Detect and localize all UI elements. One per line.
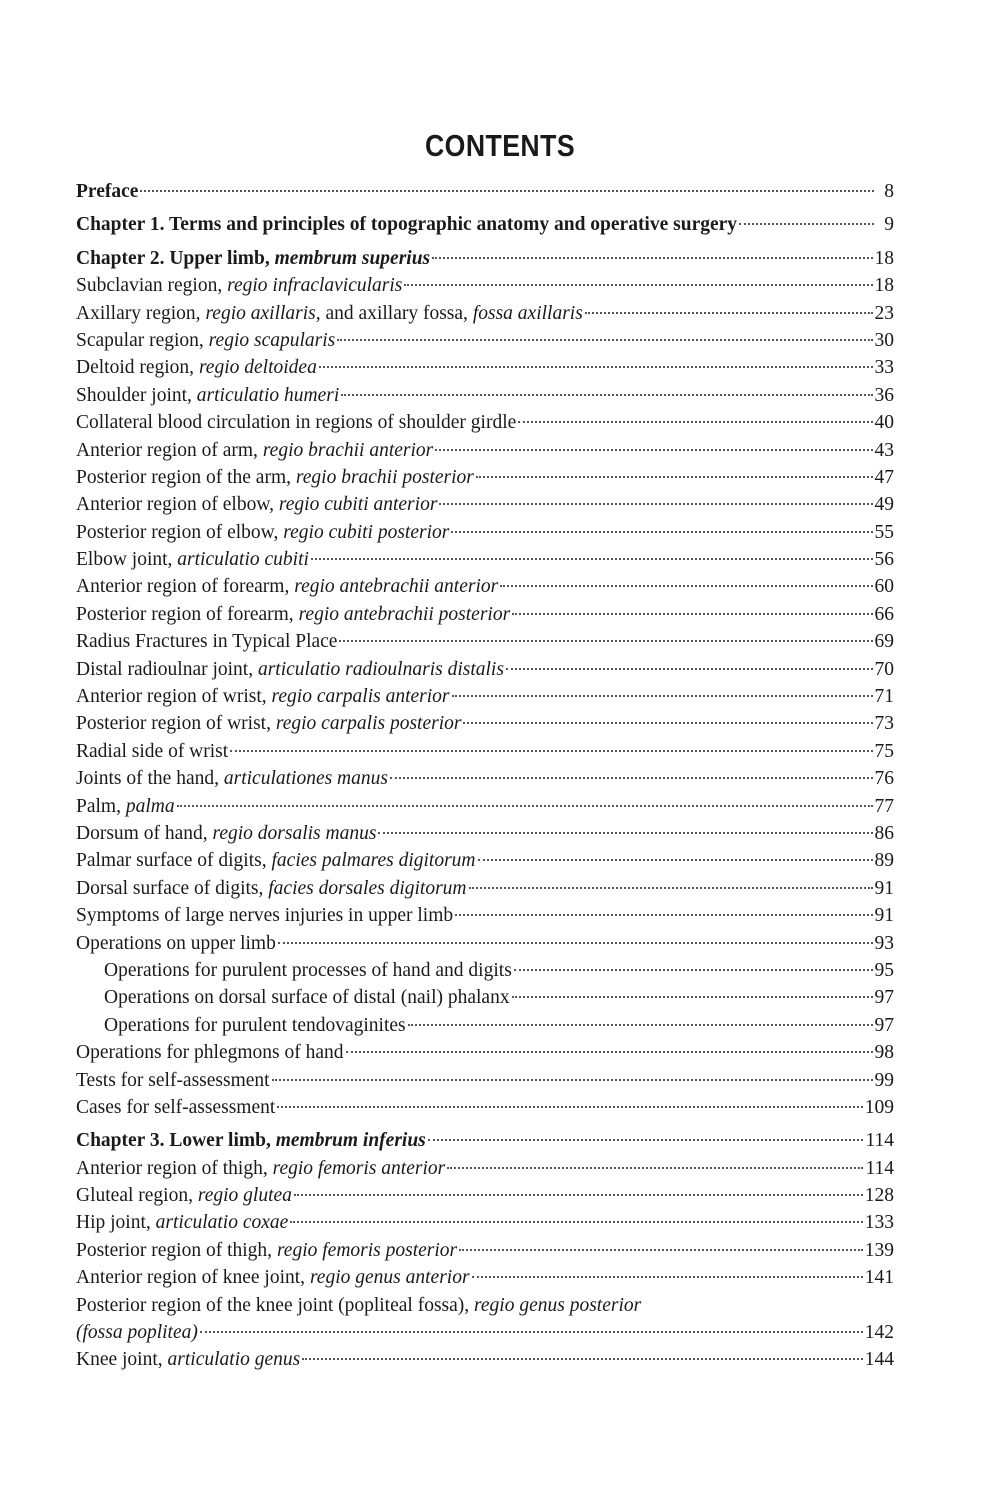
entry-text: Posterior region of thigh, [76,1239,277,1261]
entry-text: Subclavian region, [76,275,228,297]
entry-label [76,1319,198,1346]
latin-term: regio cubiti posterior [283,521,450,543]
toc-entry[interactable] [76,491,894,518]
latin-term: regio axillaris, [205,302,321,324]
page-title: CONTENTS [424,128,576,163]
toc-chapter-entry[interactable] [76,245,894,272]
page-number: 141 [864,1267,894,1289]
entry-text: Palmar surface of digits, [76,850,272,872]
dot-leader [404,284,872,286]
page-number: 71 [874,686,894,708]
toc-entry[interactable] [76,820,894,847]
entry-label [76,793,175,820]
toc-entry[interactable] [76,1346,894,1373]
entry-text: Posterior region of elbow, [76,521,284,543]
latin-term: articulationes manus [223,768,388,790]
latin-term: palma [125,795,175,817]
page-number: 33 [874,357,894,379]
entry-text: Dorsal surface of digits, [76,877,269,899]
toc-chapter-entry[interactable] [76,1127,894,1154]
entry-text: Deltoid region, [76,357,199,379]
entry-text: Dorsum of hand, [76,822,213,844]
page-number: 69 [874,631,894,653]
toc-entry[interactable] [76,354,894,381]
table-of-contents [76,178,894,1374]
dot-leader [463,722,872,724]
entry-label [76,1346,300,1373]
dot-leader [140,190,874,192]
entry-label [76,847,476,874]
latin-term: regio infraclavicularis [227,275,403,297]
page-number: 36 [874,384,894,406]
page-number: 91 [874,877,894,899]
dot-leader [739,223,874,225]
page-number: 89 [874,850,894,872]
dot-leader [512,613,872,615]
entry-label [76,656,504,683]
entry-text: Cases for self-assessment [76,1096,276,1118]
toc-entry[interactable] [76,1237,894,1264]
toc-entry[interactable] [76,464,894,491]
entry-label [104,1012,406,1039]
entry-text: Posterior region of forearm, [76,603,299,625]
dot-leader [319,366,873,368]
toc-entry-first-line [76,1292,894,1319]
toc-entry[interactable] [76,1209,894,1236]
toc-entry[interactable] [76,272,894,299]
entry-label [76,573,498,600]
page-number: 144 [864,1349,894,1371]
latin-term: (fossa poplitea) [76,1322,198,1344]
dot-leader [230,750,872,752]
toc-chapter-entry[interactable] [76,211,894,238]
dot-leader [500,585,872,587]
page-number: 8 [884,181,894,202]
latin-term: regio scapularis [208,329,336,351]
entry-text: Preface [76,181,139,202]
toc-entry[interactable] [76,628,894,655]
page-number: 18 [874,275,894,297]
latin-term: fossa axillaris [472,302,583,324]
dot-leader [459,1249,863,1251]
toc-entry[interactable] [76,519,894,546]
latin-term: regio carpalis posterior [275,713,462,735]
toc-entry[interactable] [76,1094,894,1121]
latin-term: regio brachii posterior [295,466,474,488]
page-number: 73 [874,713,894,735]
entry-text: Anterior region of forearm, [76,576,295,598]
entry-text: Joints of the hand, [76,768,224,790]
toc-entry[interactable] [76,1155,894,1182]
entry-label [104,957,512,984]
dot-leader [278,942,873,944]
dot-leader [428,1139,864,1141]
entry-label [76,710,461,737]
dot-leader [472,1276,863,1278]
toc-entry[interactable] [76,683,894,710]
page-number: 86 [874,822,894,844]
toc-entry[interactable] [76,656,894,683]
toc-entry[interactable] [76,546,894,573]
toc-entry[interactable] [76,765,894,792]
dot-leader [435,449,872,451]
toc-entry[interactable] [76,1182,894,1209]
entry-label [76,1067,270,1094]
entry-label [76,1127,426,1154]
entry-label [76,1264,470,1291]
page-number: 47 [874,466,894,488]
latin-term: articulatio genus [167,1349,301,1371]
dot-leader [447,1167,863,1169]
latin-term: articulatio coxae [155,1212,289,1234]
toc-entry[interactable] [76,930,894,957]
dot-leader [432,257,872,259]
dot-leader [341,394,872,396]
entry-text: Scapular region, [76,329,209,351]
entry-text: Elbow joint, [76,549,178,571]
toc-entry[interactable] [76,710,894,737]
toc-entry[interactable] [76,300,894,327]
toc-entry[interactable] [76,437,894,464]
dot-leader [408,1024,873,1026]
entry-label [76,1094,275,1121]
latin-term: regio antebrachii posterior [298,603,511,625]
page-number: 91 [874,905,894,927]
latin-term: articulatio humeri [196,384,340,406]
latin-term: regio deltoidea [198,357,317,379]
entry-text: Chapter 2. Upper limb, [76,247,275,269]
entry-label [76,245,430,272]
page-number: 23 [874,302,894,324]
toc-entry[interactable] [76,601,894,628]
page-number: 56 [874,549,894,571]
toc-entry[interactable] [76,1012,894,1039]
entry-text: Operations on upper limb [76,932,276,954]
dot-leader [512,996,873,998]
entry-text: Anterior region of thigh, [76,1157,273,1179]
entry-text: Distal radioulnar joint, [76,658,258,680]
latin-term: regio dorsalis manus [212,822,377,844]
entry-text: Chapter 1. Terms and principles of topographic anatomy and operative surgery [76,214,738,236]
entry-label [76,738,228,765]
dot-leader [455,914,872,916]
page-number: 49 [874,494,894,516]
entry-text: Tests for self-assessment [76,1069,270,1091]
entry-label [76,327,335,354]
latin-term: membrum superius [274,247,431,269]
entry-label [76,1039,344,1066]
entry-text: Gluteal region, [76,1185,198,1207]
dot-leader [277,1106,862,1108]
entry-label [76,1237,457,1264]
entry-text: Chapter 3. Lower limb, [76,1130,276,1152]
toc-entry[interactable] [76,738,894,765]
page-number: 43 [874,439,894,461]
entry-text: Anterior region of knee joint, [76,1267,310,1289]
latin-term: articulatio radioulnaris distalis [257,658,504,680]
dot-leader [346,1051,873,1053]
entry-label [76,765,388,792]
page-number: 60 [874,576,894,598]
page-number: 98 [874,1042,894,1064]
entry-text: Posterior region of the knee joint (popliteal fossa), [76,1294,475,1316]
entry-text: Operations for purulent processes of hand and digits [104,959,512,981]
entry-text: Operations for purulent tendovaginites [104,1014,406,1036]
toc-entry[interactable] [76,984,894,1011]
entry-label [76,628,337,655]
dot-leader [476,476,873,478]
dot-leader [200,1331,863,1333]
entry-label [76,820,376,847]
page-number: 128 [864,1185,894,1207]
page-number: 97 [874,987,894,1009]
entry-label [76,902,453,929]
entry-label [104,984,510,1011]
toc-entry[interactable] [76,847,894,874]
entry-text: Posterior region of wrist, [76,713,276,735]
entry-label [76,519,449,546]
dot-leader [311,558,873,560]
entry-text: Collateral blood circulation in regions of shoulder girdle [76,412,517,434]
dot-leader [290,1221,862,1223]
entry-label [76,875,467,902]
dot-leader [302,1358,863,1360]
entry-label [76,1182,292,1209]
toc-entry[interactable] [76,327,894,354]
toc-entry[interactable] [76,902,894,929]
page-number: 18 [874,247,894,269]
page-number: 55 [874,521,894,543]
toc-entry[interactable] [76,409,894,436]
dot-leader [514,969,873,971]
dot-leader [439,503,872,505]
entry-text: Palm, [76,795,126,817]
entry-label [76,464,474,491]
toc-entry[interactable] [76,875,894,902]
dot-leader [339,640,872,642]
latin-term: regio femoris anterior [272,1157,446,1179]
page-number: 75 [874,740,894,762]
page-number: 142 [864,1322,894,1344]
latin-term: regio carpalis anterior [271,686,450,708]
entry-label [76,546,309,573]
entry-label [76,178,138,205]
toc-entry[interactable] [76,573,894,600]
page-number: 99 [874,1069,894,1091]
latin-term: facies palmares digitorum [271,850,476,872]
latin-term: regio genus anterior [309,1267,470,1289]
entry-label [76,683,450,710]
entry-text: Anterior region of elbow, [76,494,279,516]
entry-label [76,354,317,381]
toc-entry[interactable] [76,1319,894,1346]
entry-label [76,409,516,436]
dot-leader [337,339,872,341]
dot-leader [518,421,872,423]
toc-entry[interactable] [76,178,894,205]
toc-entry[interactable] [76,793,894,820]
page-number: 114 [865,1157,894,1179]
dot-leader [294,1194,863,1196]
latin-term: regio antebrachii anterior [294,576,499,598]
entry-text: Radius Fractures in Typical Place [76,631,338,653]
entry-label [76,437,433,464]
entry-text: Radial side of wrist [76,740,229,762]
entry-text: Knee joint, [76,1349,168,1371]
latin-term: regio cubiti anterior [278,494,438,516]
dot-leader [272,1079,873,1081]
entry-label [76,300,583,327]
page-number: 9 [884,214,894,236]
entry-text: Operations on dorsal surface of distal (nail) phalanx [104,987,510,1009]
entry-label [76,272,402,299]
page-number: 30 [874,329,894,351]
entry-label [76,491,437,518]
entry-label [76,382,339,409]
entry-text: Anterior region of wrist, [76,686,272,708]
latin-term: regio brachii anterior [262,439,434,461]
page-number: 77 [874,795,894,817]
page-number: 76 [874,768,894,790]
dot-leader [452,695,873,697]
page-number: 133 [864,1212,894,1234]
dot-leader [378,832,872,834]
entry-text: Axillary region, [76,302,206,324]
page-number: 40 [874,412,894,434]
dot-leader [469,887,873,889]
entry-text: Posterior region of the arm, [76,466,296,488]
entry-label [76,601,510,628]
latin-term: membrum inferius [275,1130,426,1152]
page-number: 109 [864,1096,894,1118]
entry-text: Hip joint, [76,1212,156,1234]
entry-label [76,1209,288,1236]
latin-term: regio genus posterior [474,1294,642,1316]
dot-leader [478,859,873,861]
toc-entry[interactable] [76,1067,894,1094]
entry-text: Operations for phlegmons of hand [76,1042,344,1064]
entry-label [76,930,276,957]
dot-leader [585,312,873,314]
page-number: 95 [874,959,894,981]
page-number: 114 [865,1130,894,1152]
page-number: 139 [864,1239,894,1261]
toc-entry[interactable] [76,1039,894,1066]
dot-leader [390,777,873,779]
entry-text: Anterior region of arm, [76,439,263,461]
latin-term: regio femoris posterior [276,1239,458,1261]
page-number: 66 [874,603,894,625]
entry-text: and axillary fossa, [320,302,473,324]
toc-entry[interactable] [76,1264,894,1291]
dot-leader [177,805,873,807]
entry-label [76,211,737,238]
latin-term: articulatio cubiti [177,549,309,571]
toc-entry[interactable] [76,382,894,409]
dot-leader [451,531,872,533]
page-number: 93 [874,932,894,954]
entry-text: Shoulder joint, [76,384,197,406]
latin-term: regio glutea [197,1185,292,1207]
toc-entry[interactable] [76,957,894,984]
page-number: 97 [874,1014,894,1036]
dot-leader [506,668,873,670]
entry-text: Symptoms of large nerves injuries in upper limb [76,905,454,927]
page-number: 70 [874,658,894,680]
entry-label [76,1155,445,1182]
latin-term: facies dorsales digitorum [268,877,467,899]
